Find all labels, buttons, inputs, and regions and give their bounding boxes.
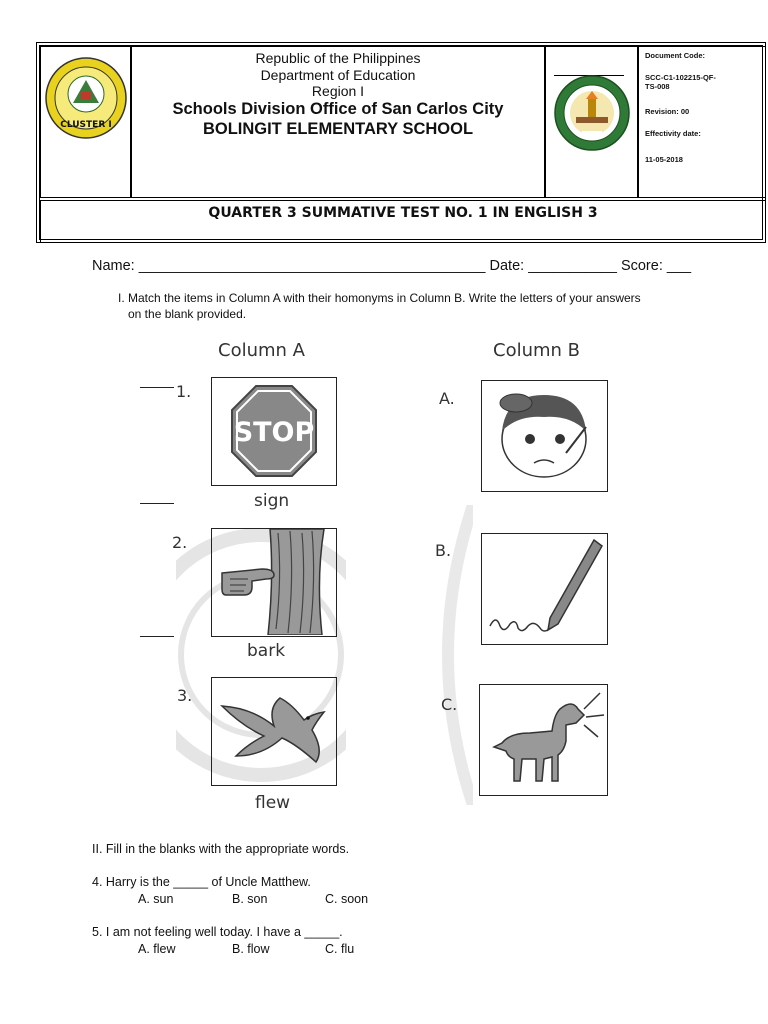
flying-bird-icon [212, 678, 335, 784]
school-name: BOLINGIT ELEMENTARY SCHOOL [202, 120, 474, 138]
effectivity-date: 11-05-2018 [645, 155, 683, 164]
word-bark: bark [247, 641, 286, 661]
option-4c[interactable]: C. soon [325, 892, 369, 906]
barking-dog-icon [480, 685, 606, 794]
name-date-score-line: Name: ___________________________________________ Date: ___________ Score: ___ [92, 258, 692, 274]
column-a-heading: Column A [218, 340, 305, 361]
column-b-heading: Column B [493, 340, 581, 361]
option-5a[interactable]: A. flew [138, 942, 176, 956]
part1-instructions: I. Match the items in Column A with their homonyms in Column B. Write the letters of your answers on the blank provided. [118, 291, 641, 321]
picture-box-a2 [211, 528, 337, 637]
pen-signature-icon [482, 534, 606, 643]
option-5b[interactable]: B. flow [232, 942, 270, 956]
part2-instructions: II. Fill in the blanks with the appropriate words. [92, 842, 350, 856]
answer-blank-3[interactable] [140, 636, 174, 637]
item-number-2: 2. [172, 533, 188, 552]
doc-code-label: Document Code: [645, 51, 705, 60]
word-sign: sign [254, 491, 290, 511]
header-table [36, 42, 766, 243]
picture-box-a1 [211, 377, 337, 486]
stop-sign-icon [212, 378, 335, 484]
letter-b: B. [435, 541, 452, 560]
doc-code-value: SCC-C1-102215-QF- TS-008 [645, 73, 716, 91]
word-flew: flew [255, 793, 291, 813]
question-4: 4. Harry is the _____ of Uncle Matthew. [92, 875, 311, 889]
effectivity-label: Effectivity date: [645, 129, 701, 138]
test-title: QUARTER 3 SUMMATIVE TEST NO. 1 IN ENGLISH 3 [208, 205, 598, 221]
picture-box-b2 [481, 533, 608, 645]
school-logo-cell [545, 46, 638, 198]
school-title-cell [131, 46, 545, 198]
revision-text: Revision: 00 [645, 107, 690, 116]
test-title-cell [40, 200, 766, 243]
division-seal-logo [41, 47, 130, 197]
svg-text:CLUSTER I: CLUSTER I [60, 120, 112, 130]
picture-box-b1 [481, 380, 608, 492]
svg-text:STOP: STOP [233, 417, 315, 448]
item-number-1: 1. [176, 382, 192, 401]
picture-box-b3 [479, 684, 608, 796]
option-4b[interactable]: B. son [232, 892, 268, 906]
letter-a: A. [439, 389, 455, 408]
answer-blank-1[interactable] [140, 387, 174, 388]
answer-blank-2[interactable] [140, 503, 174, 504]
sick-boy-icon [482, 381, 606, 490]
option-4a[interactable]: A. sun [138, 892, 174, 906]
document-info-cell [638, 46, 766, 198]
question-5: 5. I am not feeling well today. I have a _____. [92, 925, 343, 939]
letter-c: C. [441, 695, 458, 714]
school-seal-logo [546, 47, 637, 197]
department-text: Department of Education [260, 67, 416, 83]
option-5c[interactable]: C. flu [325, 942, 355, 956]
item-number-3: 3. [177, 686, 193, 705]
division-logo-cell [40, 46, 131, 198]
division-text: Schools Division Office of San Carlos City [172, 100, 504, 118]
tree-bark-icon [212, 529, 335, 635]
republic-text: Republic of the Philippines [255, 50, 421, 66]
picture-box-a3 [211, 677, 337, 786]
region-text: Region I [311, 83, 365, 99]
